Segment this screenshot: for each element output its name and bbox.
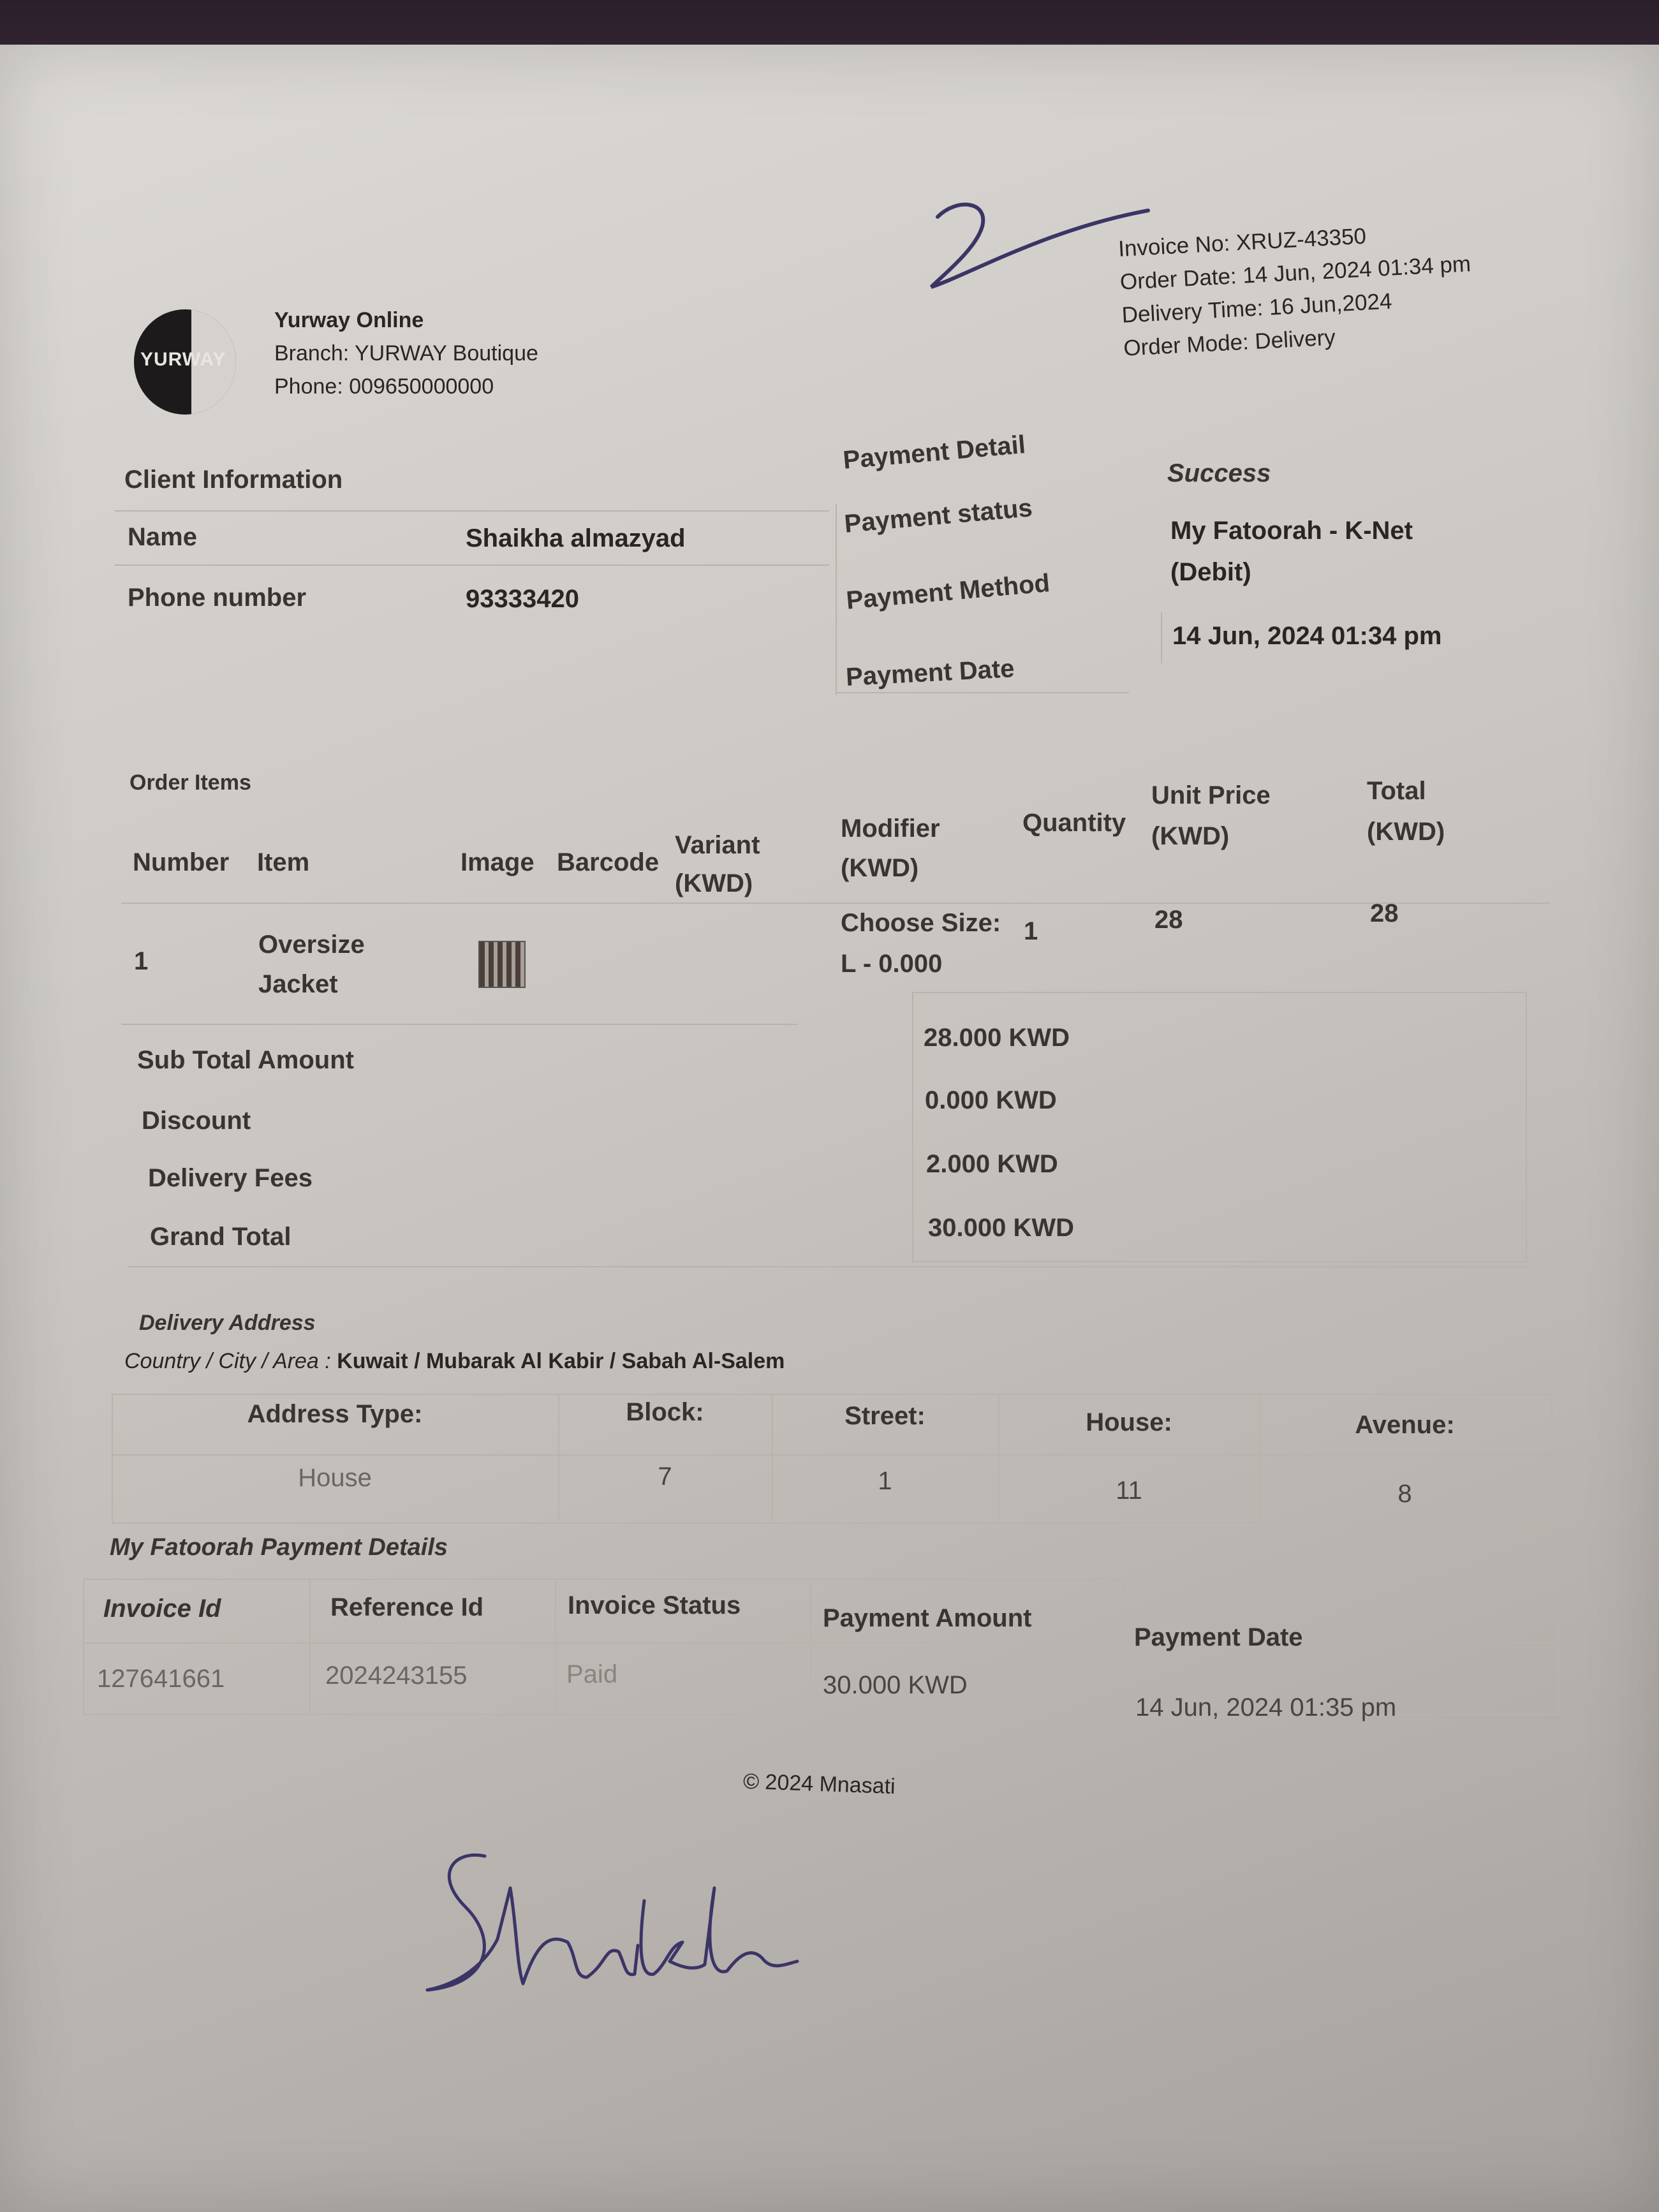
subtotal-value: 28.000 KWD xyxy=(924,1024,1070,1052)
col-quantity: Quantity xyxy=(1022,809,1126,837)
col-variant: Variant (KWD) xyxy=(675,831,760,897)
payment-status-value: Success xyxy=(1167,459,1271,487)
delivery-value-house: 11 xyxy=(1116,1477,1142,1505)
invoice-header xyxy=(1117,214,1475,365)
payment-status-label: Payment status xyxy=(843,494,1034,538)
delivery-heading: Delivery Address xyxy=(139,1311,316,1335)
grand-total-label: Grand Total xyxy=(150,1223,291,1251)
row-item: Oversize Jacket xyxy=(258,931,365,998)
store-phone: Phone: 009650000000 xyxy=(274,374,494,399)
col-item: Item xyxy=(257,848,310,876)
row-total: 28 xyxy=(1370,899,1399,927)
payment-method-value-2: (Debit) xyxy=(1170,558,1251,586)
mf-header-invoice-status: Invoice Status xyxy=(568,1591,741,1619)
client-name-value: Shaikha almazyad xyxy=(466,524,686,552)
delivery-time: Delivery Time: 16 Jun,2024 xyxy=(1121,288,1393,328)
order-mode: Order Mode: Delivery xyxy=(1123,325,1336,361)
mf-value-payment-amount: 30.000 KWD xyxy=(823,1671,968,1699)
footer-copyright: © 2024 Mnasati xyxy=(742,1769,896,1799)
mf-header-payment-amount: Payment Amount xyxy=(823,1604,1032,1632)
client-phone-value: 93333420 xyxy=(466,585,579,613)
col-modifier: Modifier (KWD) xyxy=(841,815,940,882)
delivery-value-street: 1 xyxy=(878,1467,892,1495)
delivery-header-house: House: xyxy=(1086,1408,1172,1436)
subtotal-label: Sub Total Amount xyxy=(137,1046,354,1074)
mf-header-invoice-id: Invoice Id xyxy=(103,1595,221,1623)
col-total: Total (KWD) xyxy=(1367,777,1445,846)
product-thumbnail xyxy=(478,941,526,988)
grand-total-value: 30.000 KWD xyxy=(928,1214,1074,1242)
discount-value: 0.000 KWD xyxy=(925,1086,1057,1114)
client-phone-label: Phone number xyxy=(128,584,307,612)
delivery-location xyxy=(124,1349,785,1374)
mf-value-reference-id: 2024243155 xyxy=(325,1662,468,1690)
mf-value-invoice-id: 127641661 xyxy=(97,1665,225,1693)
store-name: Yurway Online xyxy=(274,308,424,332)
payment-date-label: Payment Date xyxy=(845,654,1015,691)
delivery-header-type: Address Type: xyxy=(247,1400,423,1428)
payment-method-label: Payment Method xyxy=(845,569,1051,615)
mf-value-payment-date: 14 Jun, 2024 01:35 pm xyxy=(1135,1693,1397,1722)
delivery-fees-value: 2.000 KWD xyxy=(926,1150,1058,1178)
store-logo xyxy=(134,309,236,415)
store-branch: Branch: YURWAY Boutique xyxy=(274,341,538,365)
mf-header-reference-id: Reference Id xyxy=(330,1593,484,1621)
signature-text xyxy=(446,1913,449,1914)
location-label: Country / City / Area : xyxy=(124,1349,331,1373)
delivery-fees-label: Delivery Fees xyxy=(148,1164,313,1192)
col-barcode: Barcode xyxy=(557,848,660,876)
delivery-value-avenue: 8 xyxy=(1397,1480,1412,1508)
delivery-header-street: Street: xyxy=(844,1402,925,1430)
row-number: 1 xyxy=(134,947,149,975)
row-modifier: Choose Size: L - 0.000 xyxy=(841,909,1001,978)
delivery-value-block: 7 xyxy=(658,1463,672,1491)
mf-header-payment-date: Payment Date xyxy=(1134,1623,1303,1651)
location-value: Kuwait / Mubarak Al Kabir / Sabah Al-Salem xyxy=(337,1349,785,1373)
payment-date-value: 14 Jun, 2024 01:34 pm xyxy=(1172,622,1442,650)
delivery-header-block: Block: xyxy=(626,1398,704,1426)
col-unit-price: Unit Price (KWD) xyxy=(1151,781,1271,850)
invoice-number: Invoice No: XRUZ-43350 xyxy=(1117,223,1367,262)
delivery-header-avenue: Avenue: xyxy=(1355,1411,1455,1439)
order-date: Order Date: 14 Jun, 2024 01:34 pm xyxy=(1119,251,1471,295)
discount-label: Discount xyxy=(142,1107,251,1135)
payment-heading: Payment Detail xyxy=(842,431,1027,475)
handwritten-signature xyxy=(415,1837,810,2016)
payment-method-value-1: My Fatoorah - K-Net xyxy=(1170,517,1413,545)
col-number: Number xyxy=(133,848,230,876)
delivery-value-type: House xyxy=(298,1464,372,1492)
mf-value-invoice-status: Paid xyxy=(566,1660,618,1688)
logo-text: YURWAY xyxy=(140,349,226,370)
order-items-heading: Order Items xyxy=(129,771,251,795)
annotation-text xyxy=(893,210,894,211)
row-quantity: 1 xyxy=(1024,917,1038,945)
row-unit-price: 28 xyxy=(1154,906,1183,934)
myfatoorah-heading: My Fatoorah Payment Details xyxy=(110,1534,448,1561)
client-name-label: Name xyxy=(128,523,197,551)
client-heading: Client Information xyxy=(124,466,343,494)
col-image: Image xyxy=(461,848,535,876)
